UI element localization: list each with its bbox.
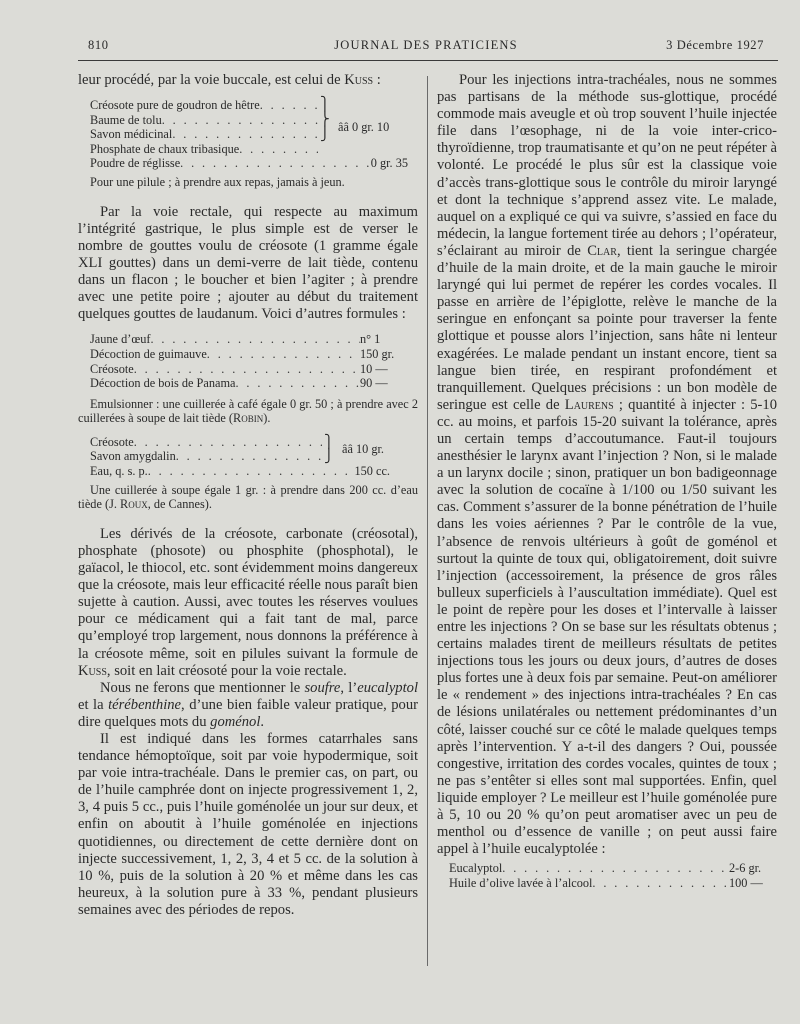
author-name: Roux xyxy=(120,497,148,512)
formula-item: Baume de tolu . . . xyxy=(90,113,318,128)
formula-item: Eucalyptol . . . 2-6 gr. xyxy=(449,861,777,876)
formula-emulsion xyxy=(90,332,406,390)
formula-item: Créosote pure de goudron de hêtre . . . xyxy=(90,98,318,113)
formula-item: Décoction de guimauve . . . 150 gr. xyxy=(90,347,406,362)
paragraph-catarrhales: Il est indiqué dans les formes catarrhales sans tendance hémoptoïque, soit par voie hypodermique, soit par voie intra-trachéale. Dans le premier cas, on part, ou de l’huile camphrée dont on injecte progressivement 1, 2, 3, 4 puis 5 cc., puis l’huile goménolée un jour sur deux, et enfin on aboutit à l’huile goménolée en injections quotidiennes, ou directement de cette dernière dont on injecte successivement, 1, 2, 3, 4 et 5 cc. de la solution à 10 %, puis de la solution à 20 % et même dans les cas heureux, à la solution pure à 33 %, pendant plusieurs semaines avec des périodes de repos. xyxy=(78,730,418,918)
brace-symbol: ⎫ ⎭ xyxy=(324,433,334,463)
formula-item: Eau, q. s. p. . . . 150 cc. xyxy=(90,464,390,479)
paragraph-soufre: Nous ne ferons que mentionner le soufre, l’eucalyptol et la térébenthine, d’une bien faible valeur pratique, pour dire quelques mots du goménol. xyxy=(78,679,419,730)
left-column xyxy=(78,72,418,919)
formula-item: Huile d’olive lavée à l’alcool . . . 100 — xyxy=(449,876,777,891)
formula-item: Jaune d’œuf . . . n° 1 xyxy=(90,332,406,347)
paragraph-injections: Pour les injections intra-trachéales, nous ne sommes pas partisans de la méthode sus-glottique, procédé commode mais aveugle et où trop souvent l’huile injectée file dans l’œsophage, ni de la voie inter-crico-thyroïdienne, trop traumatisante et qu’on ne peut répéter à volonté. Le procédé le plus sûr est la classique voie d’accès trans-glottique sous le contrôle du miroir laryngé et dont la technique s’apprend assez vite. Le malade, auquel on a expliqué ce qui va suivre, s’assied en face du médecin, la langue fortement tirée au dehors ; l’opérateur, s’éclairant au miroir de Clar, tient la seringue chargée d’huile de la main droite, et de la main gauche le miroir laryngé qui lui permet de repérer les cordes vocales. Il passe en arrière de l’épiglotte, relève le manche de la seringue en enfonçant sa pointe pour traverser la fente glottique et pousse alors l’injection, sans hâte ni lenteur exagérées. Le malade pendant un instant encore, tient sa langue bien tirée, en respirant profondément et tranquillement. Quelques précisions : un bon modèle de seringue est celle de Laurens ; quantité à injecter : 5-10 cc. au moins, et parfois 15-20 suivant la tolérance, après un certain temps d’accoutumance. Faut-il toujours anesthésier le larynx avant l’injection ? Non, si le malade a un larynx docile ; sinon, pratiquer un bon badigeonnage avec la solution de cocaïne à 1/100 ou 1/50 suivant les cas. Comment s’assurer de la bonne pénétration de l’huile dans les voies aériennes ? Par le contrôle de la vue, l’absence de renvois ultérieurs à goût de goménol et surtout la quinte de toux qui, obligatoirement, doit suivre l’injection (accessoirement, la présence de gros râles bulleux superficiels à l’auscultation immédiate). Quel est le point de repère pour les doses et l’intervalle à laisser entre les injections ? On se base sur les résultats obtenus ; certains malades tirent de meilleurs résultats de petites injections tous les jours ou deux jours, d’autres de doses plus fortes une à deux fois par semaine. Peut-on améliorer le « rendement » des injections intra-trachéales ? En cas de lésions unilatérales ou nettement prédominantes d’un côté, laisser couché sur ce côté le malade quelques temps après l’intervention. Y a-t-il des dangers ? Oui, poussée congestive, irritation des cordes vocales, quintes de toux ; ne pas s’entêter si elles sont mal supportées. Enfin, quel liquide employer ? Le meilleur est l’huile goménolée pure à 5, 10 ou 20 % qu’on peut aromatiser avec un peu de menthol ou d’essence de vanille ; on peut aussi faire appel à l’huile eucalyptolée : xyxy=(437,72,778,858)
author-name: Clar xyxy=(587,242,617,259)
formula-item: Créosote . . . xyxy=(90,435,322,450)
author-name: Robin xyxy=(233,411,264,426)
formula-item: Savon médicinal . . . xyxy=(90,127,318,142)
header-rule xyxy=(78,60,778,61)
right-column xyxy=(437,72,777,891)
intro-paragraph: leur procédé, par la voie buccale, est celui de Kuss : xyxy=(78,72,381,88)
formula-instruction: Emulsionner : une cuillerée à café égale 0 gr. 50 ; à prendre avec 2 cuillerées à soupe de lait tiède (Robin). xyxy=(78,396,418,426)
issue-date: 3 Décembre 1927 xyxy=(666,38,764,52)
formula-item: Créosote . . . 10 — xyxy=(90,362,406,377)
formula-item: Poudre de réglisse . . . 0 gr. 35 xyxy=(90,156,408,171)
brace-symbol: ⎫ ⎬ ⎭ xyxy=(320,96,330,142)
formula-solution xyxy=(90,435,408,479)
formula-item: Phosphate de chaux tribasique . . . xyxy=(90,142,318,157)
formula-eucalyptol xyxy=(449,861,777,890)
column-divider xyxy=(427,76,428,966)
author-name: Laurens xyxy=(564,396,614,413)
formula-instruction: Une cuillerée à soupe égale 1 gr. : à prendre dans 200 cc. d’eau tiède (J. Roux, de Cannes). xyxy=(78,482,418,512)
formula-instruction: Pour une pilule ; à prendre aux repas, jamais à jeun. xyxy=(90,175,345,190)
author-name: Kuss xyxy=(344,72,374,88)
group-dose: ââ 10 gr. xyxy=(342,441,385,456)
formula-item: Décoction de bois de Panama . . . 90 — xyxy=(90,376,406,391)
paragraph-derives: Les dérivés de la créosote, carbonate (créosotal), phosphate (phosote) ou phosphite (phosphotal), le gaïacol, le thiocol, etc. sont évidemment moins dangereux que la créosote, mais leur efficacité réelle nous paraît bien sujette à caution. Aussi, avec toutes les réserves voulues pour ce médicament qui a fait tant de mal, parce qu’employé trop largement, nous donnons la préférence à la créosote même, soit en pilules suivant la formule de Kuss, soit en lait créosoté pour la voie rectale. xyxy=(78,525,418,679)
formula-pill xyxy=(90,98,408,171)
journal-title: JOURNAL DES PRATICIENS xyxy=(334,38,518,52)
group-dose: ââ 0 gr. 10 xyxy=(338,120,390,135)
page-header xyxy=(88,38,764,60)
author-name: Kuss xyxy=(78,662,107,679)
formula-item: Savon amygdalin . . . xyxy=(90,449,322,464)
page-number: 810 xyxy=(88,38,109,52)
paragraph-rectal: Par la voie rectale, qui respecte au maximum l’intégrité gastrique, le plus simple est de verser le nombre de gouttes voulu de créosote (1 gramme égale XLI gouttes) dans un demi-verre de lait tiède, contenu dans un flacon ; le boucher et bien l’agiter ; à prendre avec une petite poire ; ajouter au début du traitement quelques gouttes de laudanum. Voici d’autres formules : xyxy=(78,203,418,323)
